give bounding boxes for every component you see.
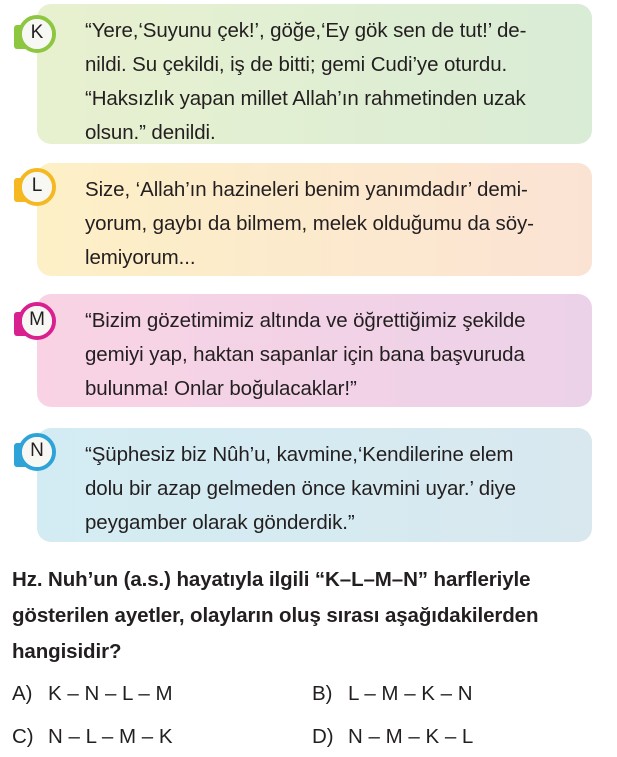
- passage-line: “Şüphesiz biz Nûh’u, kavmine,‘Kendilerine elem: [85, 443, 514, 466]
- passage-line: “Haksızlık yapan millet Allah’ın rahmetinden uzak: [85, 87, 526, 110]
- letter-badge-n: [14, 432, 60, 478]
- option-letter: C): [12, 725, 34, 748]
- badge-letter: M: [22, 306, 52, 336]
- letter-badge-k: [14, 14, 60, 60]
- question-line: gösterilen ayetler, olayların oluş sırası aşağıdakilerden: [12, 604, 539, 627]
- passage-text-l: [85, 173, 578, 275]
- option-text: N – L – M – K: [48, 725, 173, 748]
- question-line: hangisidir?: [12, 640, 122, 663]
- answer-option-c[interactable]: [12, 723, 173, 751]
- option-text: K – N – L – M: [48, 682, 173, 705]
- answer-option-d[interactable]: [312, 723, 473, 751]
- passage-line: “Bizim gözetimimiz altında ve öğrettiğimiz şekilde: [85, 309, 526, 332]
- option-text: L – M – K – N: [348, 682, 473, 705]
- passage-line: nildi. Su çekildi, iş de bitti; gemi Cudi’ye oturdu.: [85, 53, 508, 76]
- option-letter: A): [12, 682, 33, 705]
- option-letter: D): [312, 725, 334, 748]
- question-stem: [12, 562, 608, 670]
- passage-text-m: [85, 304, 578, 406]
- answer-option-a[interactable]: [12, 680, 173, 708]
- letter-badge-l: [14, 167, 60, 213]
- option-letter: B): [312, 682, 333, 705]
- option-text: N – M – K – L: [348, 725, 474, 748]
- passage-card-l: [37, 163, 592, 276]
- badge-letter: L: [22, 172, 52, 202]
- badge-letter: N: [22, 437, 52, 467]
- passage-line: “Yere,‘Suyunu çek!’, göğe,‘Ey gök sen de tut!’ de-: [85, 19, 527, 42]
- passage-line: peygamber olarak gönderdik.”: [85, 511, 355, 534]
- letter-badge-m: [14, 301, 60, 347]
- passage-text-k: [85, 14, 578, 150]
- passage-line: bulunma! Onlar boğulacaklar!”: [85, 377, 357, 400]
- passage-line: yorum, gaybı da bilmem, melek olduğumu da söy-: [85, 212, 534, 235]
- passage-line: olsun.” denildi.: [85, 121, 216, 144]
- question-line: Hz. Nuh’un (a.s.) hayatıyla ilgili “K–L–M–N” harfleriyle: [12, 568, 531, 591]
- passage-line: gemiyi yap, haktan sapanlar için bana başvuruda: [85, 343, 525, 366]
- passage-line: Size, ‘Allah’ın hazineleri benim yanımdadır’ demi-: [85, 178, 528, 201]
- badge-letter: K: [22, 19, 52, 49]
- answer-option-b[interactable]: [312, 680, 473, 708]
- passage-card-k: [37, 4, 592, 144]
- passage-text-n: [85, 438, 578, 540]
- passage-card-m: [37, 294, 592, 407]
- passage-line: lemiyorum...: [85, 246, 196, 269]
- passage-line: dolu bir azap gelmeden önce kavmini uyar.’ diye: [85, 477, 516, 500]
- passage-card-n: [37, 428, 592, 542]
